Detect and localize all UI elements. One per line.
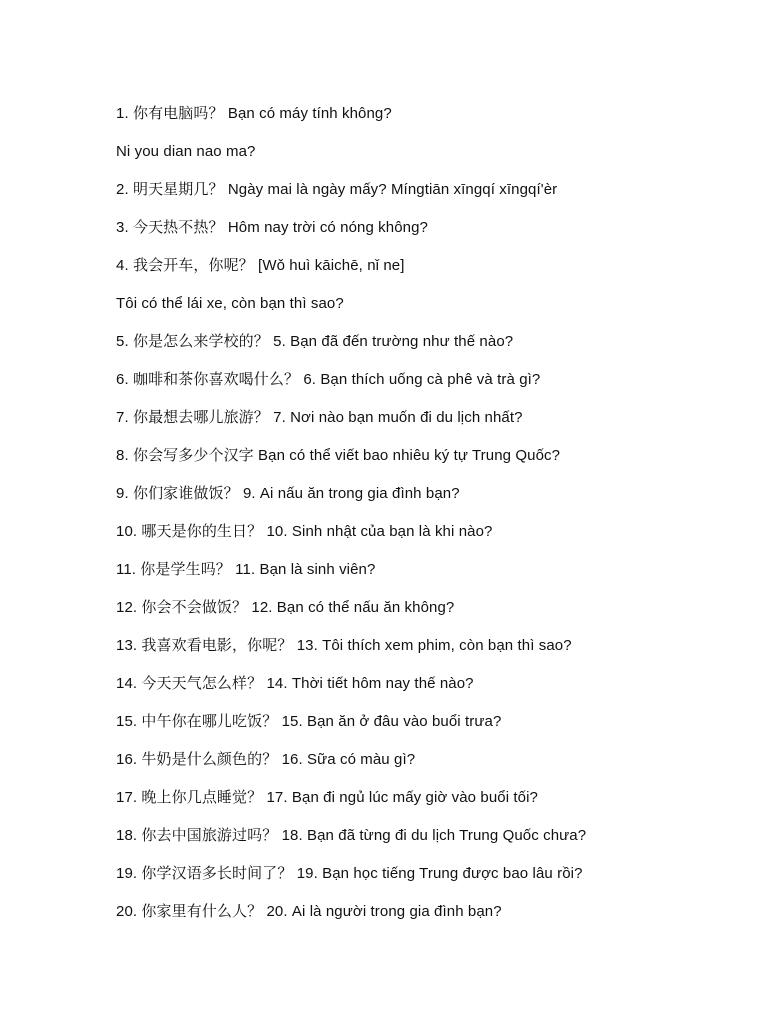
sentence-list (116, 100, 756, 936)
sentence-line: 10. 哪天是你的生日？ 10. Sinh nhật của bạn là khi nào? (116, 523, 493, 540)
sentence-line: 11. 你是学生吗？ 11. Bạn là sinh viên? (116, 561, 376, 578)
sentence-line: 6. 咖啡和茶你喜欢喝什么？ 6. Bạn thích uống cà phê và trà gì? (116, 371, 541, 388)
sentence-line: 7. 你最想去哪儿旅游？ 7. Nơi nào bạn muốn đi du lịch nhất? (116, 409, 523, 426)
sentence-line: 2. 明天星期几？ Ngày mai là ngày mấy? Míngtiān xīngqí xīngqí'èr (116, 181, 558, 198)
sentence-line: 20. 你家里有什么人？ 20. Ai là người trong gia đình bạn? (116, 903, 502, 920)
sentence-line: 16. 牛奶是什么颜色的？ 16. Sữa có màu gì? (116, 751, 416, 768)
sentence-line: 1. 你有电脑吗？ Bạn có máy tính không? (116, 105, 392, 122)
sentence-line: 18. 你去中国旅游过吗？ 18. Bạn đã từng đi du lịch Trung Quốc chưa? (116, 827, 587, 844)
sentence-line: Tôi có thể lái xe, còn bạn thì sao? (116, 295, 344, 312)
sentence-line: 19. 你学汉语多长时间了？ 19. Bạn học tiếng Trung được bao lâu rồi? (116, 865, 583, 882)
sentence-line: 9. 你们家谁做饭？ 9. Ai nấu ăn trong gia đình bạn? (116, 485, 460, 502)
sentence-line: 3. 今天热不热？ Hôm nay trời có nóng không? (116, 219, 428, 236)
sentence-line: 8. 你会写多少个汉字 Bạn có thể viết bao nhiêu ký tự Trung Quốc? (116, 447, 561, 464)
sentence-line: 14. 今天天气怎么样？ 14. Thời tiết hôm nay thế nào? (116, 675, 474, 692)
sentence-line: 5. 你是怎么来学校的？ 5. Bạn đã đến trường như thế nào? (116, 333, 514, 350)
sentence-line: 13. 我喜欢看电影，你呢？ 13. Tôi thích xem phim, còn bạn thì sao? (116, 637, 572, 654)
sentence-line: Ni you dian nao ma? (116, 143, 256, 160)
sentence-line: 12. 你会不会做饭？ 12. Bạn có thể nấu ăn không? (116, 599, 455, 616)
sentence-line: 15. 中午你在哪儿吃饭？ 15. Bạn ăn ở đâu vào buổi trưa? (116, 713, 502, 730)
sentence-line: 17. 晚上你几点睡觉？ 17. Bạn đi ngủ lúc mấy giờ vào buổi tối? (116, 789, 538, 806)
sentence-line: 4. 我会开车，你呢？ [Wǒ huì kāichē, nǐ ne] (116, 257, 405, 274)
